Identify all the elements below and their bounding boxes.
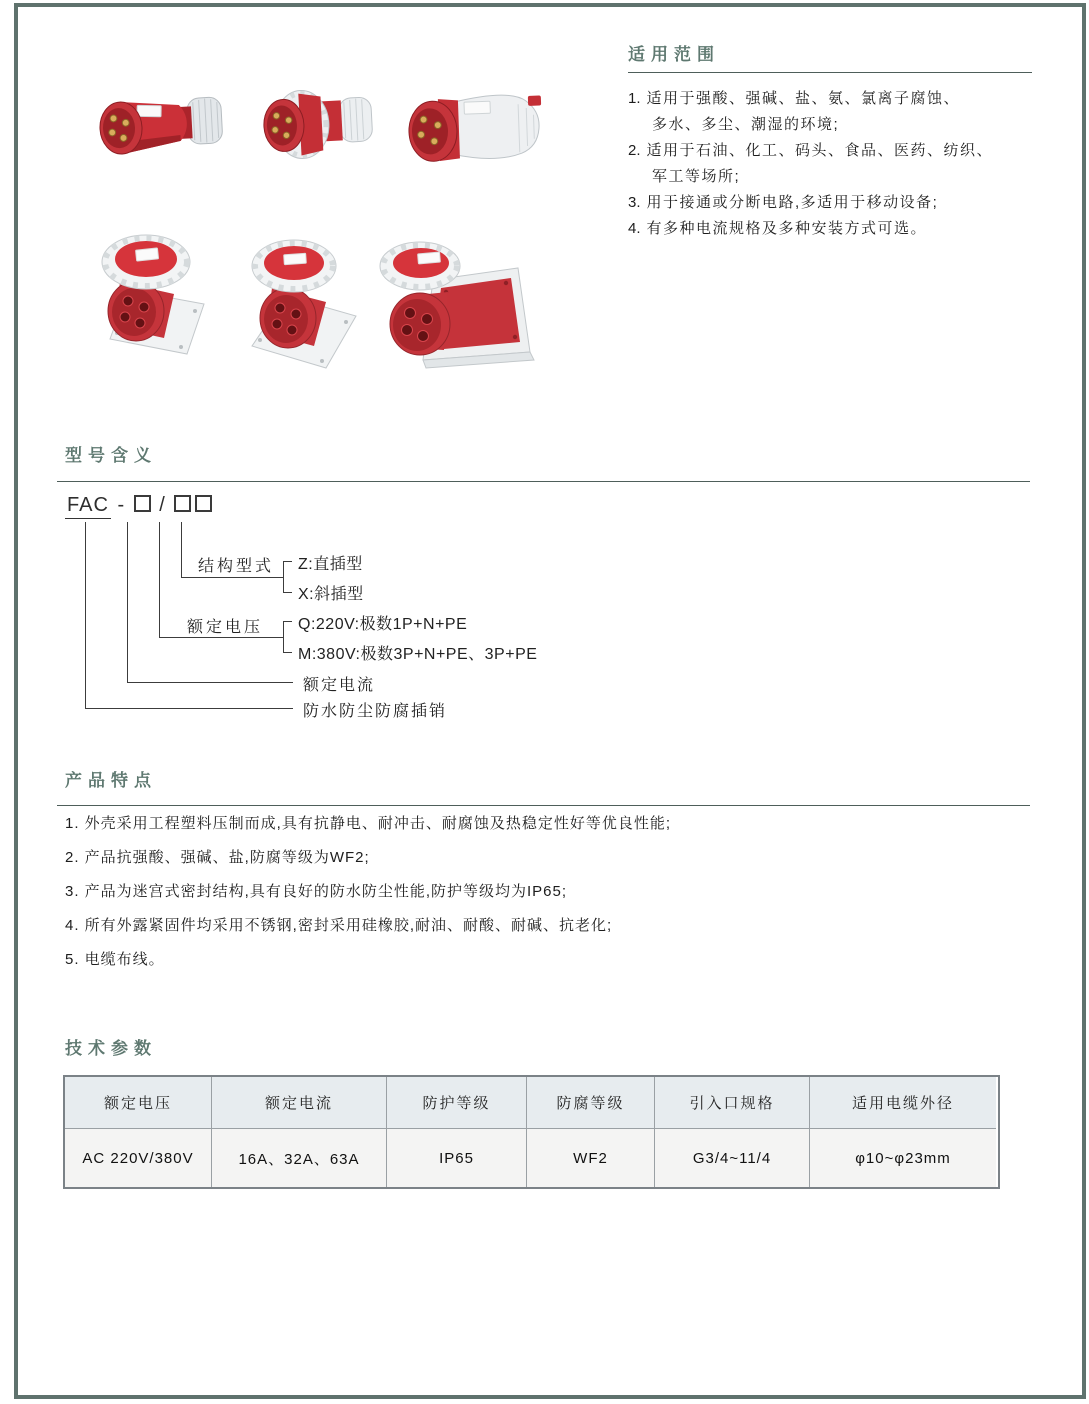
scope-item-number: 2. — [628, 142, 641, 159]
product-photo-socket-inclined-2 — [240, 236, 360, 370]
features-list — [65, 814, 1030, 984]
scope-item — [628, 216, 1032, 242]
bracket-line — [283, 621, 284, 652]
product-photo-plug-collar — [246, 84, 376, 168]
model-placeholder-box — [134, 495, 151, 512]
params-value-cell: G3/4~11/4 — [655, 1129, 810, 1187]
bracket-line — [283, 621, 292, 622]
bracket-line — [283, 652, 292, 653]
scope-item-text: 适用于石油、化工、码头、食品、医药、纺织、 — [646, 142, 994, 159]
diagram-line — [127, 682, 293, 683]
scope-title: 适用范围 — [628, 45, 720, 64]
scope-item-number: 4. — [628, 220, 641, 237]
params-header-cell: 防护等级 — [387, 1077, 527, 1129]
scope-item — [628, 190, 1032, 216]
params-header-cell: 防腐等级 — [527, 1077, 655, 1129]
scope-item-text: 用于接通或分断电路,多适用于移动设备; — [646, 194, 939, 211]
params-header-row — [65, 1077, 998, 1129]
structure-option-z: Z:直插型 — [298, 556, 363, 573]
params-title: 技术参数 — [65, 1039, 157, 1058]
model-code-diagram — [65, 494, 1030, 734]
diagram-line — [181, 522, 182, 577]
scope-item-text: 有多种电流规格及多种安装方式可选。 — [646, 220, 928, 237]
rated-voltage-label: 额定电压 — [187, 619, 264, 636]
params-value-row — [65, 1129, 998, 1187]
feature-item: 3. 产品为迷宫式密封结构,具有良好的防水防尘性能,防护等级均为IP65; — [65, 883, 568, 900]
scope-list — [628, 86, 1032, 242]
feature-item: 4. 所有外露紧固件均采用不锈钢,密封采用硅橡胶,耐油、耐酸、耐碱、抗老化; — [65, 917, 613, 934]
model-placeholder-box — [195, 495, 212, 512]
params-value-cell: WF2 — [527, 1129, 655, 1187]
params-header-cell: 额定电压 — [65, 1077, 212, 1129]
params-header-cell: 额定电流 — [212, 1077, 387, 1129]
structure-option-x: X:斜插型 — [298, 586, 364, 603]
params-header-cell: 适用电缆外径 — [810, 1077, 996, 1129]
params-header-cell: 引入口规格 — [655, 1077, 810, 1129]
params-value-cell: AC 220V/380V — [65, 1129, 212, 1187]
scope-item-text-cont: 多水、多尘、潮湿的环境; — [652, 116, 840, 133]
model-code — [65, 494, 214, 517]
model-prefix: FAC — [65, 494, 111, 519]
diagram-line — [159, 522, 160, 637]
bracket-line — [283, 592, 292, 593]
diagram-line — [181, 577, 283, 578]
product-photo-coupler — [393, 86, 545, 176]
product-photo-plug-straight — [90, 88, 230, 166]
params-table — [63, 1075, 1000, 1189]
scope-item-number: 3. — [628, 194, 641, 211]
bracket-line — [283, 561, 292, 562]
model-title: 型号含义 — [65, 446, 157, 465]
features-divider — [57, 805, 1030, 806]
features-title: 产品特点 — [65, 771, 157, 790]
diagram-line — [85, 522, 86, 708]
feature-item: 1. 外壳采用工程塑料压制而成,具有抗静电、耐冲击、耐腐蚀及热稳定性好等优良性能; — [65, 815, 672, 832]
diagram-line — [85, 708, 293, 709]
model-placeholder-box — [174, 495, 191, 512]
diagram-line — [159, 637, 283, 638]
scope-divider — [628, 72, 1032, 73]
model-slash: / — [159, 494, 166, 516]
voltage-option-q: Q:220V:极数1P+N+PE — [298, 616, 468, 633]
structure-type-label: 结构型式 — [198, 558, 275, 575]
model-divider — [57, 481, 1030, 482]
bracket-line — [283, 561, 284, 592]
scope-item — [628, 86, 1032, 138]
feature-item: 5. 电缆布线。 — [65, 951, 165, 968]
voltage-option-m: M:380V:极数3P+N+PE、3P+PE — [298, 646, 538, 663]
params-value-cell: φ10~φ23mm — [810, 1129, 996, 1187]
product-photo-grid — [88, 80, 558, 380]
params-value-cell: IP65 — [387, 1129, 527, 1187]
scope-item — [628, 138, 1032, 190]
scope-item-number: 1. — [628, 90, 641, 107]
rated-current-label: 额定电流 — [303, 677, 376, 694]
model-dash: - — [117, 494, 126, 516]
scope-item-text-cont: 军工等场所; — [652, 168, 741, 185]
product-photo-socket-wall-mounted — [378, 238, 538, 370]
product-photo-socket-inclined — [90, 232, 210, 358]
series-name-label: 防水防尘防腐插销 — [303, 703, 448, 720]
feature-item: 2. 产品抗强酸、强碱、盐,防腐等级为WF2; — [65, 849, 370, 866]
params-value-cell: 16A、32A、63A — [212, 1129, 387, 1187]
diagram-line — [127, 522, 128, 682]
scope-item-text: 适用于强酸、强碱、盐、氨、氯离子腐蚀、 — [646, 90, 961, 107]
section-scope — [628, 40, 1032, 242]
